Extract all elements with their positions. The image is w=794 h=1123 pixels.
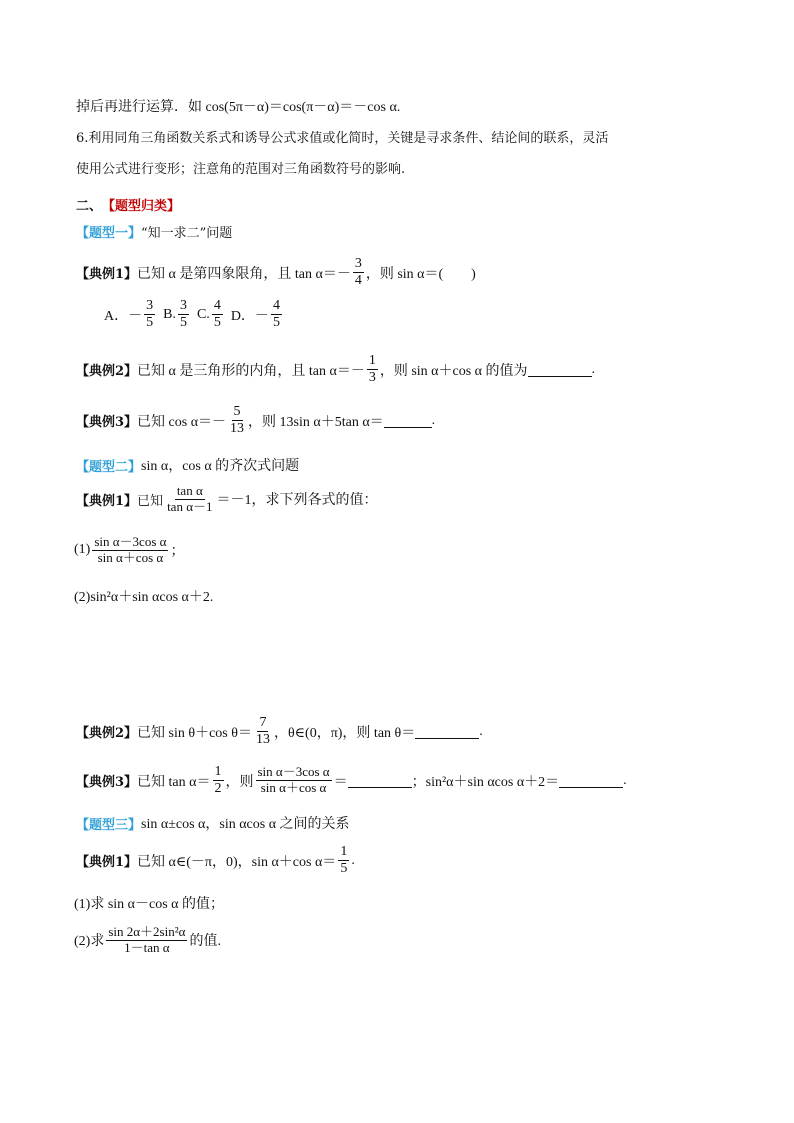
tip-6-text-1: 6.利用同角三角函数关系式和诱导公式求值或化简时，关键是寻求条件、结论间的联系，灵活 xyxy=(76,131,609,146)
type-2-example-1 xyxy=(76,484,378,515)
example-label: 【典例3】 xyxy=(76,775,138,791)
fraction xyxy=(254,715,272,748)
fraction xyxy=(228,404,246,437)
intro-line-1 xyxy=(76,96,400,116)
option-c-label: C. xyxy=(196,306,210,322)
section-title: 【题型归类】 xyxy=(102,199,181,214)
answer-blank[interactable] xyxy=(528,362,592,377)
example-text-end: . xyxy=(431,412,436,428)
type-3-question-1 xyxy=(74,893,224,913)
example-label: 【典例2】 xyxy=(76,364,138,380)
fraction xyxy=(367,353,378,386)
question-label: (2)求 xyxy=(74,934,105,950)
example-text: 已知 xyxy=(137,493,164,509)
tip-6-line-1 xyxy=(76,127,608,146)
type-1-title: “知一求二”问题 xyxy=(141,226,233,241)
option-b-fraction xyxy=(178,298,189,331)
example-label: 【典例2】 xyxy=(76,726,138,742)
example-text-end: ＝－1，求下列各式的值： xyxy=(216,493,378,509)
answer-blank-2[interactable] xyxy=(559,773,623,788)
fraction-numerator: sin 2α＋2sin²α xyxy=(108,924,186,939)
type-2-heading xyxy=(76,455,299,475)
type-2-question-2 xyxy=(74,586,213,606)
fraction-denominator: 13 xyxy=(255,732,270,748)
example-text-mid: ，θ∈(0，π)，则 tan θ＝ xyxy=(273,725,416,741)
fraction-denominator: 1－tan α xyxy=(124,939,170,955)
fraction-numerator: 1 xyxy=(338,844,349,861)
option-a-label: A．－ xyxy=(104,308,143,324)
fraction-denominator: 13 xyxy=(230,421,245,437)
example-text-sep: ；sin²α＋sin αcos α＋2＝ xyxy=(411,774,560,790)
fraction-denominator: 5 xyxy=(213,315,221,331)
fraction-denominator: 5 xyxy=(272,315,280,331)
example-text-end: ，则 sin α＝( ) xyxy=(365,266,476,282)
type-1-example-3 xyxy=(76,404,435,437)
example-text-end: . xyxy=(623,772,627,788)
fraction-denominator: tan α－1 xyxy=(167,498,213,514)
example-label: 【典例1】 xyxy=(76,493,138,509)
option-c-fraction xyxy=(212,298,223,331)
option-a-fraction xyxy=(144,298,155,331)
fraction xyxy=(353,256,364,289)
example-label: 【典例3】 xyxy=(76,415,138,431)
question-end: 的值. xyxy=(189,934,221,950)
answer-blank[interactable] xyxy=(415,724,479,739)
fraction-numerator: 3 xyxy=(144,298,155,315)
fraction-numerator: 4 xyxy=(271,298,282,315)
fraction-numerator: 3 xyxy=(353,256,364,273)
type-1-heading xyxy=(76,222,232,241)
tip-6-line-2 xyxy=(76,158,405,177)
type-2-title: sin α，cos α 的齐次式问题 xyxy=(141,459,300,474)
fraction xyxy=(338,844,349,877)
type-3-example-1 xyxy=(76,844,355,877)
type-3-heading xyxy=(76,813,350,833)
type-2-example-2 xyxy=(76,715,483,748)
option-d-label: D．－ xyxy=(230,308,269,324)
example-text-end: . xyxy=(479,723,483,739)
answer-blank[interactable] xyxy=(384,413,432,428)
question-label: (1) xyxy=(74,542,91,558)
equals-sign: ＝ xyxy=(333,774,348,790)
fraction-numerator: 4 xyxy=(212,298,223,315)
type-1-tag: 【题型一】 xyxy=(76,226,142,241)
example-label: 【典例1】 xyxy=(76,855,138,871)
fraction-numerator: 7 xyxy=(257,715,268,732)
intro-text-1: 掉后再进行运算．如 cos(5π－α)＝cos(π－α)＝－cos α. xyxy=(76,100,401,115)
example-text-end: . xyxy=(351,852,355,868)
example-text: 已知 cos α＝－ xyxy=(137,414,227,430)
type-3-tag: 【题型三】 xyxy=(76,817,142,833)
fraction-2 xyxy=(256,765,332,796)
example-text: 已知 α 是三角形的内角，且 tan α＝－ xyxy=(137,363,365,379)
fraction-denominator: 5 xyxy=(146,315,154,331)
fraction-denominator: 4 xyxy=(354,273,362,289)
fraction-numerator: 1 xyxy=(213,764,224,781)
type-2-question-1 xyxy=(74,535,184,566)
type-3-question-2 xyxy=(74,925,221,956)
fraction-denominator: sin α＋cos α xyxy=(260,780,327,796)
example-text-mid: ，则 xyxy=(225,774,254,790)
section-heading xyxy=(76,195,180,214)
type-1-example-2 xyxy=(76,353,595,386)
fraction-denominator: 5 xyxy=(340,861,348,877)
fraction xyxy=(213,764,224,797)
fraction-denominator: 5 xyxy=(179,315,187,331)
fraction-denominator: 2 xyxy=(214,781,222,797)
question-text: (1)求 sin α－cos α 的值； xyxy=(74,897,224,912)
section-prefix: 二、 xyxy=(76,199,103,214)
fraction-numerator: sin α－3cos α xyxy=(257,764,330,780)
fraction xyxy=(92,535,168,566)
fraction-numerator: tan α xyxy=(176,483,203,498)
example-text: 已知 α∈(－π，0)，sin α＋cos α＝ xyxy=(137,854,337,870)
type-1-example-1 xyxy=(76,256,476,289)
fraction-numerator: sin α－3cos α xyxy=(94,534,167,549)
fraction-numerator: 3 xyxy=(178,298,189,315)
tip-6-text-2: 使用公式进行变形；注意角的范围对三角函数符号的影响. xyxy=(76,162,406,177)
fraction xyxy=(106,925,187,956)
type-1-options xyxy=(104,298,284,331)
example-text: 已知 sin θ＋cos θ＝ xyxy=(137,725,252,741)
example-text-mid: ，则 13sin α＋5tan α＝ xyxy=(248,414,384,430)
fraction-denominator: sin α＋cos α xyxy=(97,549,164,565)
fraction xyxy=(165,484,214,515)
question-end: ； xyxy=(170,544,185,560)
example-text: 已知 α 是第四象限角，且 tan α＝－ xyxy=(137,266,351,282)
option-b-label: B. xyxy=(163,306,176,322)
answer-blank-1[interactable] xyxy=(348,773,412,788)
example-text: 已知 tan α＝ xyxy=(137,774,211,790)
type-2-tag: 【题型二】 xyxy=(76,459,142,475)
example-text-mid: ，则 sin α＋cos α 的值为 xyxy=(379,363,528,379)
fraction-denominator: 3 xyxy=(368,370,376,386)
question-text: (2)sin²α＋sin αcos α＋2. xyxy=(74,590,214,605)
fraction-numerator: 5 xyxy=(232,404,243,421)
fraction-numerator: 1 xyxy=(367,353,378,370)
example-label: 【典例1】 xyxy=(76,267,138,283)
type-3-title: sin α±cos α，sin αcos α 之间的关系 xyxy=(141,817,350,832)
example-text-end: . xyxy=(591,361,595,377)
type-2-example-3 xyxy=(76,764,627,797)
option-d-fraction xyxy=(271,298,282,331)
